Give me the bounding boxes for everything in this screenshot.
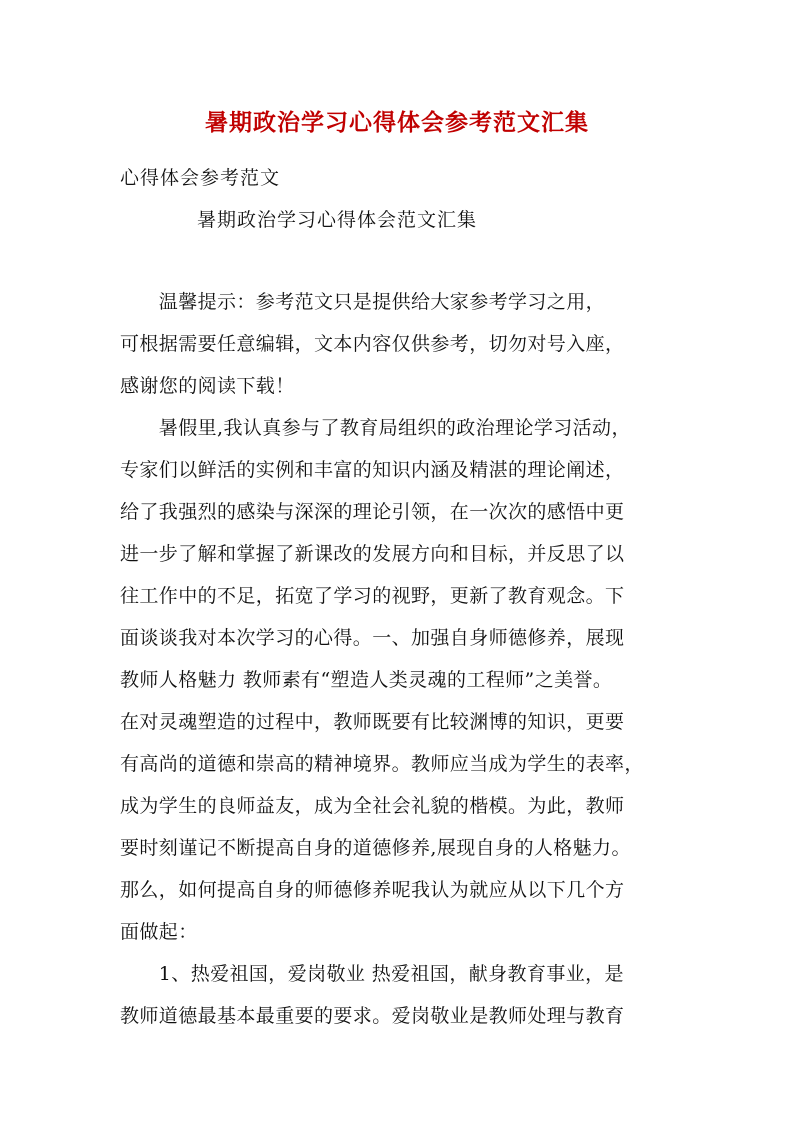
text-line: 温馨提示：参考范文只是提供给大家参考学习之用，	[120, 291, 606, 313]
text-line: 进一步了解和掌握了新课改的发展方向和目标，并反思了以	[120, 543, 625, 565]
document-subtitle: 暑期政治学习心得体会范文汇集	[197, 209, 478, 231]
document-subhead: 心得体会参考范文	[120, 167, 281, 189]
text-line: 给了我强烈的感染与深深的理论引领，在一次次的感悟中更	[120, 501, 625, 523]
text-line: 面做起：	[120, 921, 198, 943]
document-title: 暑期政治学习心得体会参考范文汇集	[205, 109, 589, 136]
text-line: 成为学生的良师益友，成为全社会礼貌的楷模。为此，教师	[120, 795, 625, 817]
text-line: 在对灵魂塑造的过程中，教师既要有比较渊博的知识，更要	[120, 711, 625, 733]
text-line: 有高尚的道德和崇高的精神境界。教师应当成为学生的表率，	[120, 753, 644, 775]
body-text	[120, 287, 690, 1043]
text-line: 教师人格魅力 教师素有“塑造人类灵魂的工程师”之美誉。	[120, 669, 613, 691]
text-line: 往工作中的不足，拓宽了学习的视野，更新了教育观念。下	[120, 585, 625, 607]
text-line: 1、热爱祖国，爱岗敬业 热爱祖国，献身教育事业，是	[120, 963, 624, 985]
text-line: 要时刻谨记不断提高自身的道德修养,展现自身的人格魅力。	[120, 837, 631, 859]
text-line: 暑假里,我认真参与了教育局组织的政治理论学习活动，	[120, 417, 631, 439]
text-line: 那么，如何提高自身的师德修养呢我认为就应从以下几个方	[120, 879, 625, 901]
text-line: 感谢您的阅读下载！	[120, 375, 295, 397]
text-line: 面谈谈我对本次学习的心得。一、加强自身师德修养，展现	[120, 627, 625, 649]
text-line: 专家们以鲜活的实例和丰富的知识内涵及精湛的理论阐述，	[120, 459, 625, 481]
text-line: 可根据需要任意编辑，文本内容仅供参考，切勿对号入座，	[120, 333, 625, 355]
text-line: 教师道德最基本最重要的要求。爱岗敬业是教师处理与教育	[120, 1005, 625, 1027]
